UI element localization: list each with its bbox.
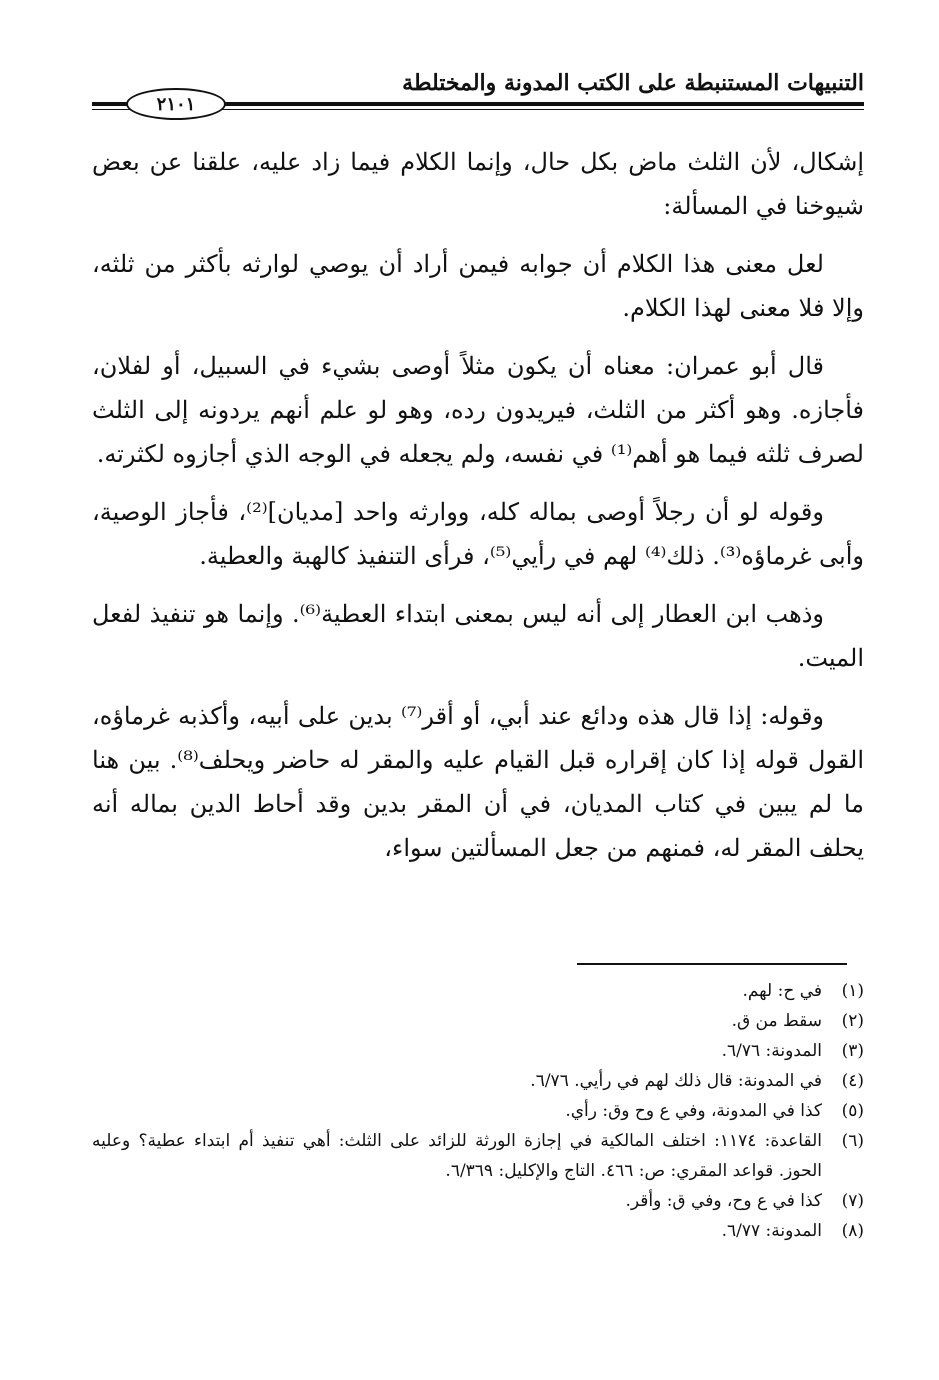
- page-number: ٢١٠١: [126, 88, 226, 120]
- running-title: التنبيهات المستنبطة على الكتب المدونة والمختلطة: [402, 70, 864, 96]
- paragraph: قال أبو عمران: معناه أن يكون مثلاً أوصى بشيء في السبيل، أو لفلان، فأجازه. وهو أكثر من الثلث، فيريدون رده، وهو لو علم أنهم يردونه إلى الثلث لصرف ثلثه فيما هو أهم⁽¹⁾ في نفسه، ولم يجعله في الوجه الذي أجازوه لكثرته.: [92, 352, 864, 468]
- footnote-number: (٢): [841, 1011, 864, 1031]
- footnote-text: كذا في ع وح، وفي ق: وأقر.: [625, 1191, 822, 1211]
- footnote: [92, 1096, 864, 1126]
- paragraph: إشكال، لأن الثلث ماض بكل حال، وإنما الكلام فيما زاد عليه، علقنا عن بعض شيوخنا في المسألة:: [92, 148, 864, 220]
- footnote: [92, 1066, 864, 1096]
- footnote-number: (٦): [841, 1131, 864, 1151]
- footnotes: [92, 976, 864, 1246]
- footnote-text: في ح: لهم.: [742, 981, 822, 1001]
- footnote: [92, 1036, 864, 1066]
- page-header: [92, 62, 864, 132]
- footnote: [92, 1186, 864, 1216]
- main-text: [92, 140, 864, 884]
- paragraph: وقوله لو أن رجلاً أوصى بماله كله، ووارثه واحد [مديان]⁽²⁾، فأجاز الوصية، وأبى غرماؤه⁽³⁾. ذلك⁽⁴⁾ لهم في رأيي⁽⁵⁾، فرأى التنفيذ كالهبة والعطية.: [92, 498, 864, 570]
- footnote: [92, 976, 864, 1006]
- footnote-text: المدونة: ٦/٧٦.: [721, 1041, 822, 1061]
- footnote: [92, 1216, 864, 1246]
- footnote-text: القاعدة: ١١٧٤: اختلف المالكية في إجازة الورثة للزائد على الثلث: أهي تنفيذ أم ابتداء عطية؟ وعليه الحوز. قواعد المقري: ص: ٤٦٦. التاج والإكليل: ٦/٣٦٩.: [92, 1131, 822, 1181]
- footnote-text: في المدونة: قال ذلك لهم في رأيي. ٦/٧٦.: [530, 1071, 822, 1091]
- footnote-number: (٤): [841, 1071, 864, 1091]
- footnote-number: (٥): [841, 1101, 864, 1121]
- footnote-text: كذا في المدونة، وفي ع وح وق: رأي.: [565, 1101, 822, 1121]
- footnote-number: (١): [841, 981, 864, 1001]
- footnote-text: سقط من ق.: [731, 1011, 822, 1031]
- footnote-text: المدونة: ٦/٧٧.: [721, 1221, 822, 1241]
- paragraph: لعل معنى هذا الكلام أن جوابه فيمن أراد أن يوصي لوارثه بأكثر من ثلثه، وإلا فلا معنى لهذا الكلام.: [92, 250, 864, 322]
- footnote-number: (٣): [841, 1041, 864, 1061]
- footnote-number: (٨): [841, 1221, 864, 1241]
- footnote-number: (٧): [841, 1191, 864, 1211]
- footnote: [92, 1126, 864, 1186]
- paragraph: وقوله: إذا قال هذه ودائع عند أبي، أو أقر⁽⁷⁾ بدين على أبيه، وأكذبه غرماؤه، القول قوله إذا كان إقراره قبل القيام عليه والمقر له حاضر ويحلف⁽⁸⁾. بين هنا ما لم يبين في كتاب المديان، في أن المقر بدين وقد أحاط الدين بماله أنه يحلف المقر له، فمنهم من جعل المسألتين سواء،: [92, 702, 864, 862]
- footnote-separator: [577, 963, 847, 965]
- paragraph: وذهب ابن العطار إلى أنه ليس بمعنى ابتداء العطية⁽⁶⁾. وإنما هو تنفيذ لفعل الميت.: [92, 600, 864, 672]
- footnote: [92, 1006, 864, 1036]
